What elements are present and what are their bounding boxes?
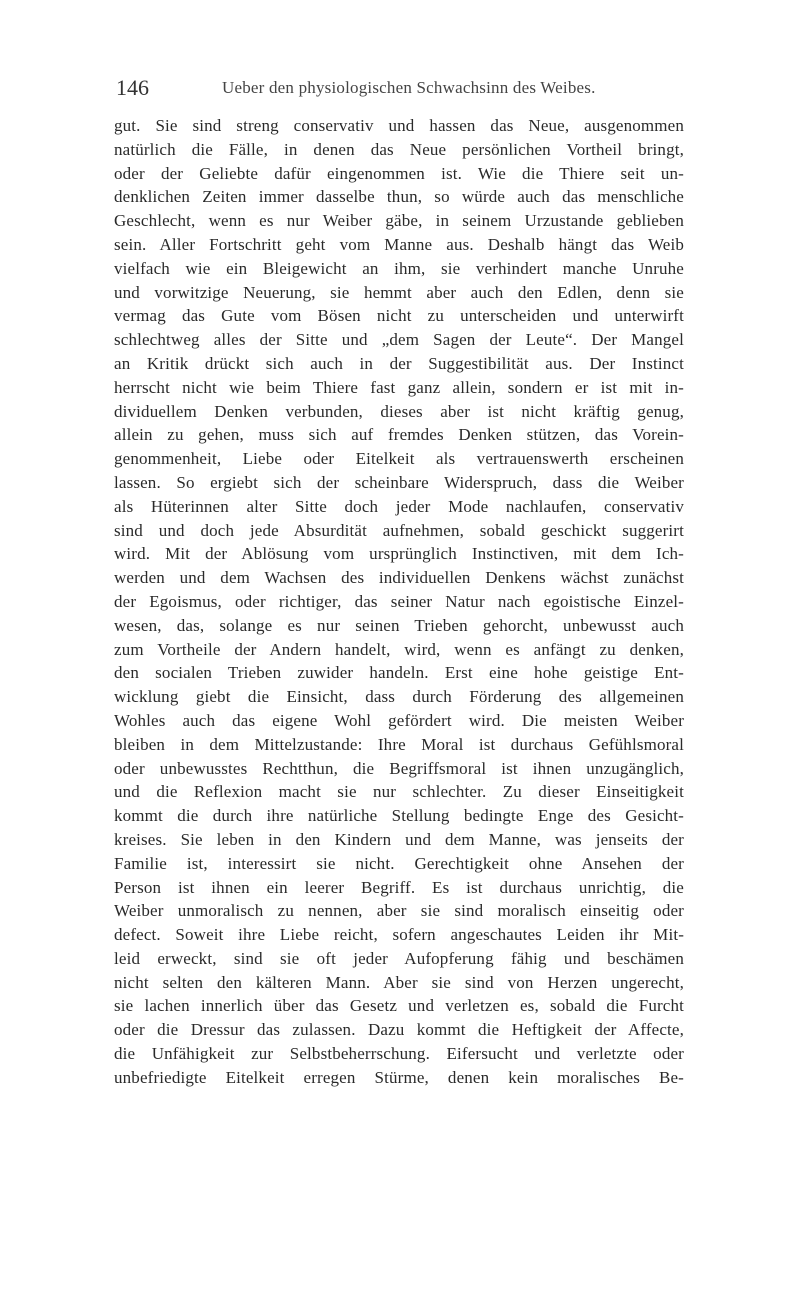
text-line: wesen, das, solange es nur seinen Trieben gehorcht, unbewusst auch bbox=[114, 615, 684, 635]
body-text bbox=[114, 114, 684, 1090]
text-line: den socialen Trieben zuwider handeln. Erst eine hohe geistige Ent- bbox=[114, 663, 684, 683]
running-title: Ueber den physiologischen Schwachsinn des Weibes. bbox=[222, 78, 596, 97]
text-line: lassen. So ergiebt sich der scheinbare Widerspruch, dass die Weiber bbox=[114, 472, 684, 492]
text-line: wicklung giebt die Einsicht, dass durch Förderung des allgemeinen bbox=[114, 687, 684, 707]
text-line: natürlich die Fälle, in denen das Neue persönlichen Vortheil bringt, bbox=[114, 139, 684, 159]
text-line: sie lachen innerlich über das Gesetz und verletzen es, sobald die Furcht bbox=[114, 996, 684, 1016]
text-line: wird. Mit der Ablösung vom ursprünglich Instinctiven, mit dem Ich- bbox=[114, 544, 684, 564]
text-line: Familie ist, interessirt sie nicht. Gerechtigkeit ohne Ansehen der bbox=[114, 853, 684, 873]
text-line: kommt die durch ihre natürliche Stellung bedingte Enge des Gesicht- bbox=[114, 806, 684, 826]
text-line: zum Vortheile der Andern handelt, wird, wenn es anfängt zu denken, bbox=[114, 639, 684, 659]
text-line: unbefriedigte Eitelkeit erregen Stürme, denen kein moralisches Be- bbox=[114, 1067, 684, 1087]
text-line: Weiber unmoralisch zu nennen, aber sie sind moralisch einseitig oder bbox=[114, 901, 684, 921]
text-line: und die Reflexion macht sie nur schlechter. Zu dieser Einseitigkeit bbox=[114, 782, 684, 802]
text-line: der Egoismus, oder richtiger, das seiner Natur nach egoistische Einzel- bbox=[114, 591, 684, 611]
text-line: gut. Sie sind streng conservativ und hassen das Neue, ausgenommen bbox=[114, 116, 684, 135]
text-line: oder der Geliebte dafür eingenommen ist. Wie die Thiere seit un- bbox=[114, 163, 684, 183]
text-line: nicht selten den kälteren Mann. Aber sie sind von Herzen ungerecht, bbox=[114, 972, 684, 992]
text-line: genommenheit, Liebe oder Eitelkeit als vertrauenswerth erscheinen bbox=[114, 449, 684, 469]
text-line: sein. Aller Fortschritt geht vom Manne aus. Deshalb hängt das Weib bbox=[114, 234, 684, 254]
text-line: denklichen Zeiten immer dasselbe thun, so würde auch das menschliche bbox=[114, 187, 684, 207]
text-line: Wohles auch das eigene Wohl gefördert wird. Die meisten Weiber bbox=[114, 710, 684, 730]
text-line: bleiben in dem Mittelzustande: Ihre Moral ist durchaus Gefühlsmoral bbox=[114, 734, 684, 754]
text-line: oder unbewusstes Rechtthun, die Begriffsmoral ist ihnen unzugänglich, bbox=[114, 758, 684, 778]
text-line: oder die Dressur das zulassen. Dazu kommt die Heftigkeit der Affecte, bbox=[114, 1020, 684, 1040]
text-line: die Unfähigkeit zur Selbstbeherrschung. Eifersucht und verletzte oder bbox=[114, 1044, 684, 1064]
text-line: und vorwitzige Neuerung, sie hemmt aber auch den Edlen, denn sie bbox=[114, 282, 684, 302]
text-line: allein zu gehen, muss sich auf fremdes Denken stützen, das Vorein- bbox=[114, 425, 684, 445]
text-line: Geschlecht, wenn es nur Weiber gäbe, in seinem Urzustande geblieben bbox=[114, 211, 684, 231]
text-line: werden und dem Wachsen des individuellen Denkens wächst zunächst bbox=[114, 568, 684, 588]
text-line: leid erweckt, sind sie oft jeder Aufopferung fähig und beschämen bbox=[114, 948, 684, 968]
text-line: an Kritik drückt sich auch in der Suggestibilität aus. Der Instinct bbox=[114, 353, 684, 373]
text-line: kreises. Sie leben in den Kindern und dem Manne, was jenseits der bbox=[114, 829, 684, 849]
page-number: 146 bbox=[116, 75, 149, 100]
page-header bbox=[116, 74, 676, 102]
text-line: dividuellem Denken verbunden, dieses aber ist nicht kräftig genug, bbox=[114, 401, 684, 421]
text-line: als Hüterinnen alter Sitte doch jeder Mode nachlaufen, conservativ bbox=[114, 496, 684, 516]
text-line: vielfach wie ein Bleigewicht an ihm, sie verhindert manche Unruhe bbox=[114, 258, 684, 278]
text-line: herrscht nicht wie beim Thiere fast ganz allein, sondern er ist mit in- bbox=[114, 377, 684, 397]
text-line: schlechtweg alles der Sitte und „dem Sagen der Leute“. Der Mangel bbox=[114, 330, 684, 350]
text-line: sind und doch jede Absurdität aufnehmen, sobald geschickt suggerirt bbox=[114, 520, 684, 540]
text-line: defect. Soweit ihre Liebe reicht, sofern angeschautes Leiden ihr Mit- bbox=[114, 925, 684, 945]
text-line: Person ist ihnen ein leerer Begriff. Es ist durchaus unrichtig, die bbox=[114, 877, 684, 897]
text-line: vermag das Gute vom Bösen nicht zu unterscheiden und unterwirft bbox=[114, 306, 684, 326]
